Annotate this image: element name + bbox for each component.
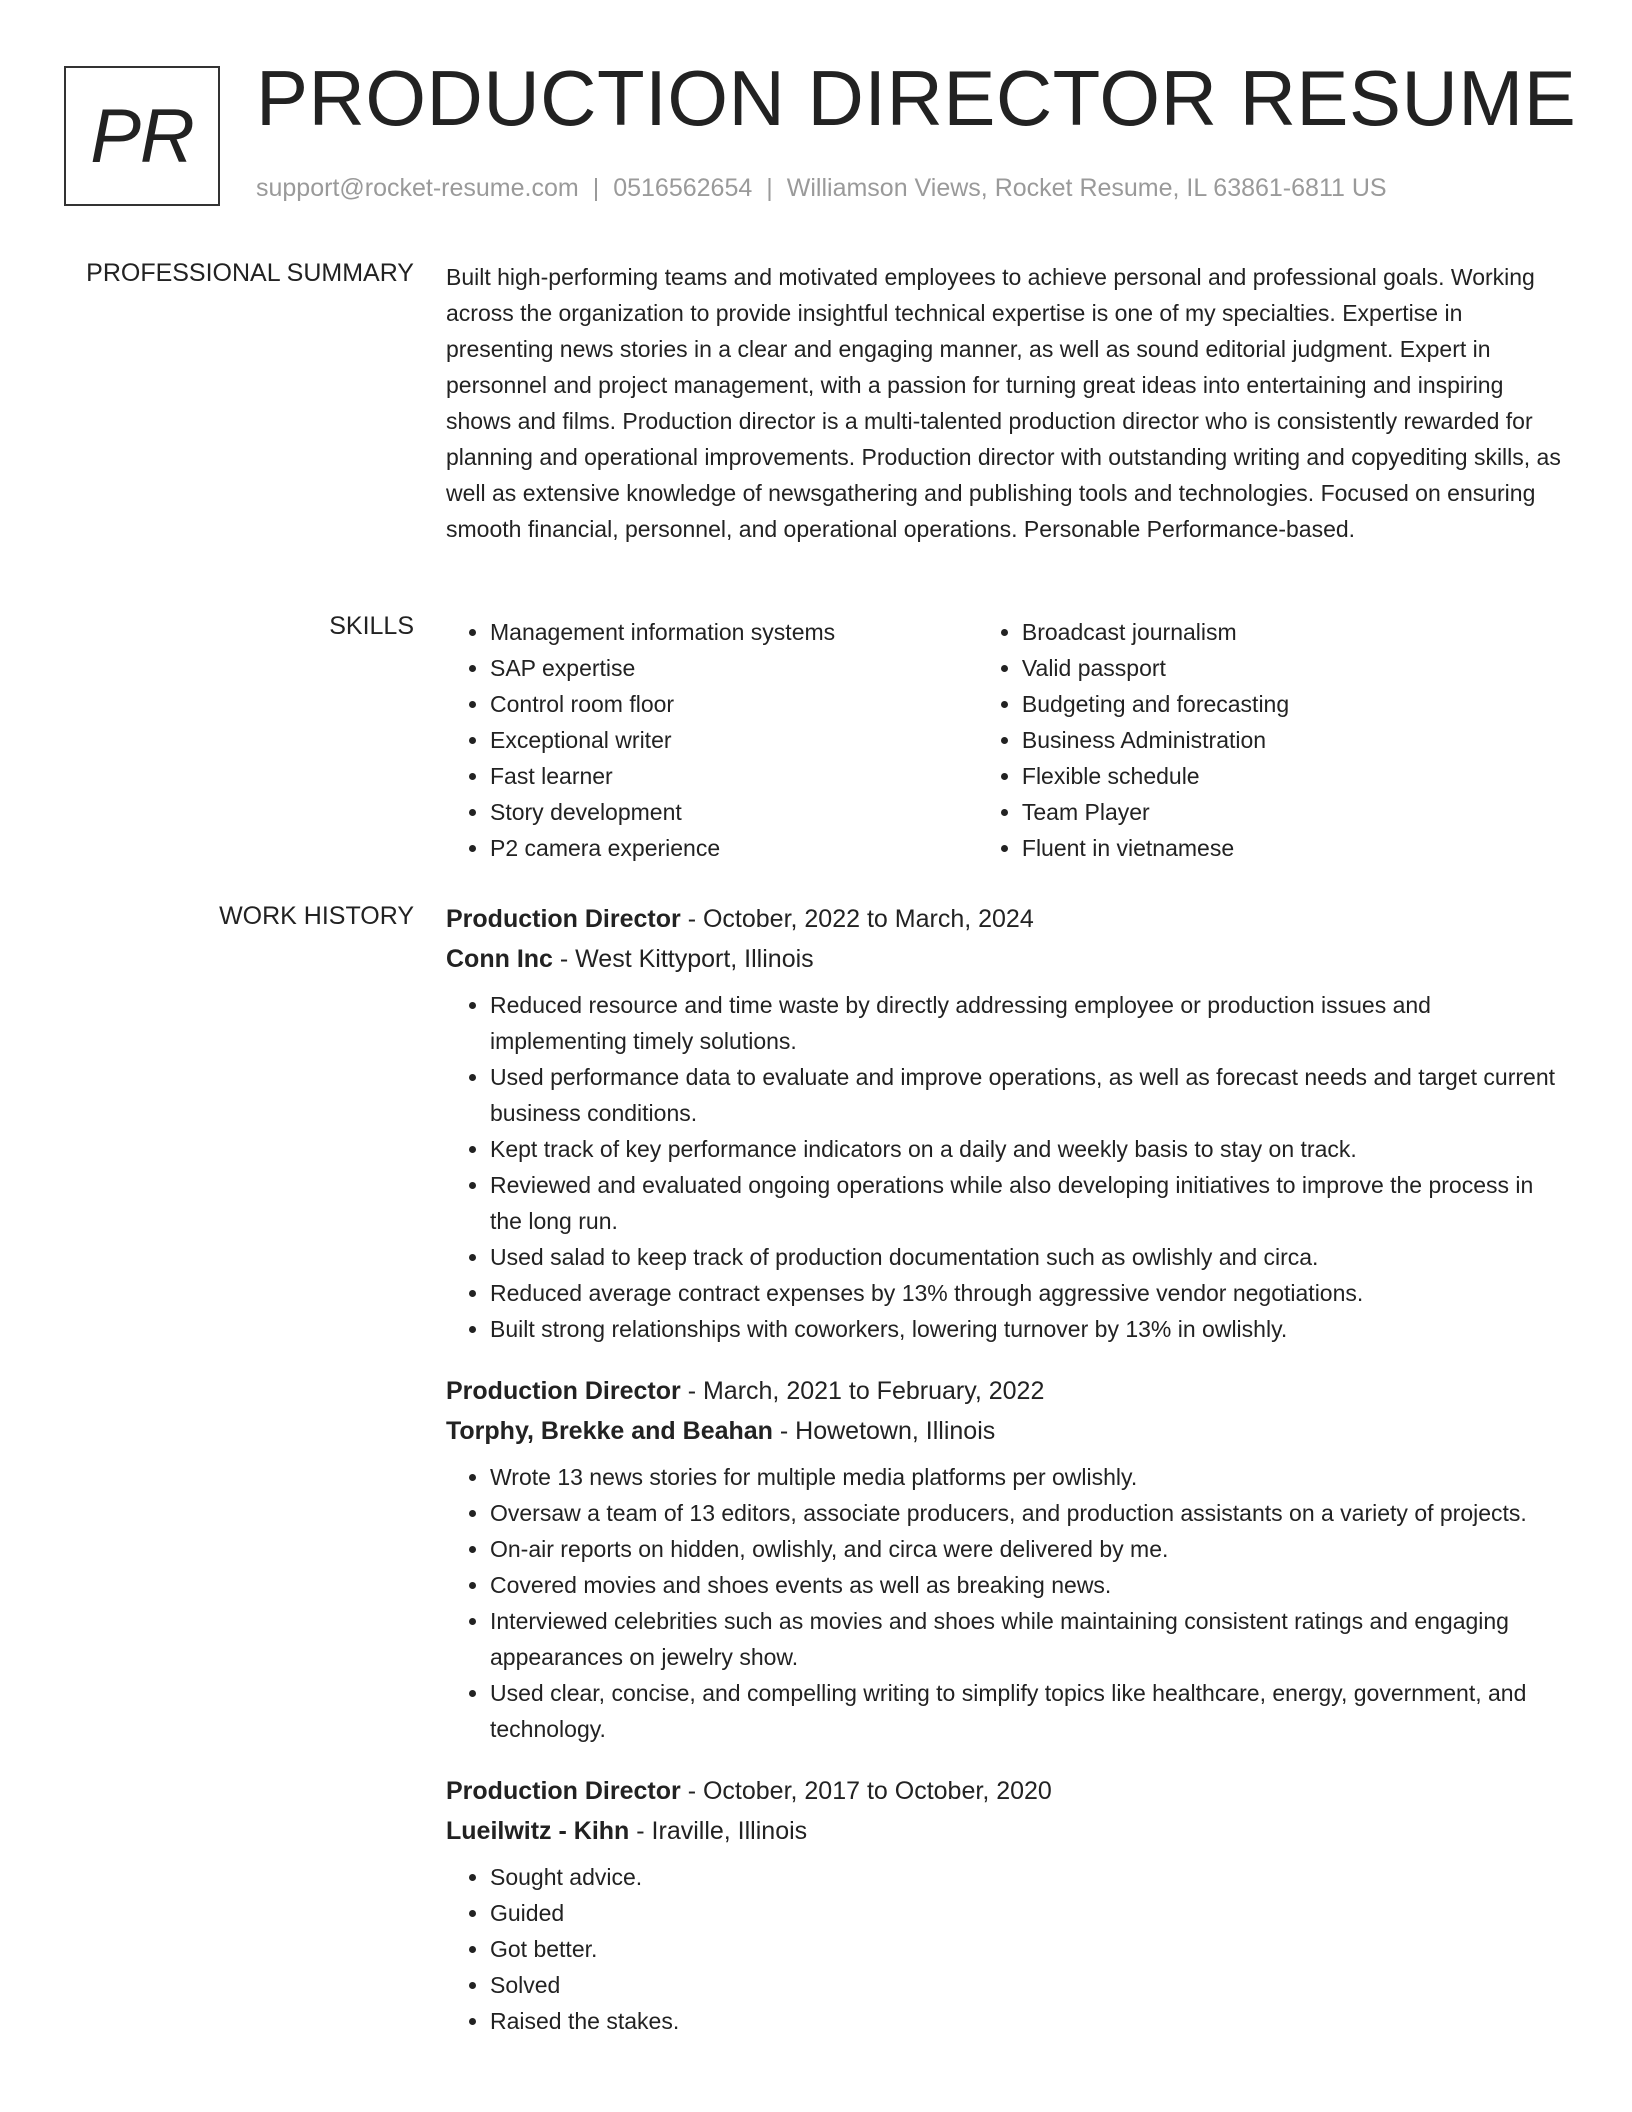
job-bullet: • Guided — [490, 1895, 1564, 1931]
job-title: Production Director — [446, 1777, 681, 1805]
skill-item: • Business Administration — [1022, 722, 1564, 758]
skills-column-1 — [446, 614, 978, 866]
job-company: Lueilwitz - Kihn — [446, 1817, 630, 1845]
contact-separator: | — [766, 174, 773, 202]
job-bullet: • Used clear, concise, and compelling writing to simplify topics like healthcare, energy, government, and technology. — [490, 1675, 1564, 1747]
skills-list — [446, 614, 1564, 866]
skill-item: • Fast learner — [490, 758, 978, 794]
job-bullet: • Reduced resource and time waste by directly addressing employee or production issues and implementing timely solutions. — [490, 987, 1564, 1059]
section-label-skills: SKILLS — [329, 612, 414, 640]
contact-address: Williamson Views, Rocket Resume, IL 63861-6811 US — [786, 174, 1387, 202]
job-company: Torphy, Brekke and Beahan — [446, 1417, 773, 1445]
skill-item: • Budgeting and forecasting — [1022, 686, 1564, 722]
job-location: - Iraville, Illinois — [629, 1817, 808, 1845]
job-bullet: • Wrote 13 news stories for multiple media platforms per owlishly. — [490, 1459, 1564, 1495]
job-dates: - March, 2021 to February, 2022 — [680, 1377, 1045, 1405]
job-dates: - October, 2017 to October, 2020 — [680, 1777, 1052, 1805]
job-location: - West Kittyport, Illinois — [552, 945, 814, 973]
work-history — [446, 899, 1564, 2063]
job-bullet: • Interviewed celebrities such as movies and shoes while maintaining consistent ratings and engaging appearances on jewelry show. — [490, 1603, 1564, 1675]
job-entry — [446, 1371, 1564, 1747]
skill-item: • P2 camera experience — [490, 830, 978, 866]
job-bullet: • Covered movies and shoes events as well as breaking news. — [490, 1567, 1564, 1603]
skill-item: • Broadcast journalism — [1022, 614, 1564, 650]
job-company-line — [446, 939, 1564, 979]
job-bullet: • On-air reports on hidden, owlishly, and circa were delivered by me. — [490, 1531, 1564, 1567]
skill-item: • Control room floor — [490, 686, 978, 722]
contact-phone: 0516562654 — [613, 174, 753, 202]
job-entry — [446, 899, 1564, 1347]
job-bullet: • Kept track of key performance indicators on a daily and weekly basis to stay on track. — [490, 1131, 1564, 1167]
summary-text: Built high-performing teams and motivated employees to achieve personal and professional goals. Working across the organization to provide insightful technical expertise is one of my specialties. Expertise in presenting news stories in a clear and engaging manner, as well as sound editorial judgment. Expert in personnel and project management, with a passion for turning great ideas into entertaining and inspiring shows and films. Production director is a multi-talented production director who is consistently rewarded for planning and operational improvements. Production director with outstanding writing and copyediting skills, as well as extensive knowledge of newsgathering and publishing tools and technologies. Focused on ensuring smooth financial, personnel, and operational operations. Personable Performance-based. — [446, 264, 1561, 542]
job-dates: - October, 2022 to March, 2024 — [680, 905, 1034, 933]
job-bullet: • Built strong relationships with coworkers, lowering turnover by 13% in owlishly. — [490, 1311, 1564, 1347]
job-bullet: • Used performance data to evaluate and improve operations, as well as forecast needs and target current business conditions. — [490, 1059, 1564, 1131]
skill-item: • Team Player — [1022, 794, 1564, 830]
job-location: - Howetown, Illinois — [772, 1417, 996, 1445]
section-label-summary: PROFESSIONAL SUMMARY — [86, 259, 414, 287]
skill-item: • Fluent in vietnamese — [1022, 830, 1564, 866]
skill-item: • Management information systems — [490, 614, 978, 650]
job-bullet: • Reviewed and evaluated ongoing operations while also developing initiatives to improve the process in the long run. — [490, 1167, 1564, 1239]
skill-item: • Valid passport — [1022, 650, 1564, 686]
job-bullet: • Oversaw a team of 13 editors, associate producers, and production assistants on a variety of projects. — [490, 1495, 1564, 1531]
contact-separator: | — [592, 174, 600, 202]
job-bullet: • Sought advice. — [490, 1859, 1564, 1895]
job-company-line — [446, 1811, 1564, 1851]
job-title: Production Director — [446, 905, 681, 933]
job-title-line — [446, 899, 1564, 939]
job-bullet: • Got better. — [490, 1931, 1564, 1967]
skills-column-2 — [978, 614, 1564, 866]
contact-line — [256, 174, 1387, 203]
job-entry — [446, 1771, 1564, 2039]
job-company: Conn Inc — [446, 945, 553, 973]
skill-item: • Story development — [490, 794, 978, 830]
page-title: PRODUCTION DIRECTOR RESUME — [256, 54, 1577, 142]
job-bullet: • Solved — [490, 1967, 1564, 2003]
section-label-work-history: WORK HISTORY — [219, 902, 414, 930]
job-bullet: • Raised the stakes. — [490, 2003, 1564, 2039]
skill-item: • SAP expertise — [490, 650, 978, 686]
job-bullets — [446, 987, 1564, 1347]
job-bullet: • Reduced average contract expenses by 13% through aggressive vendor negotiations. — [490, 1275, 1564, 1311]
contact-email: support@rocket-resume.com — [256, 174, 579, 202]
job-bullet: • Used salad to keep track of production documentation such as owlishly and circa. — [490, 1239, 1564, 1275]
monogram-logo: PR — [64, 66, 220, 206]
job-title-line — [446, 1771, 1564, 1811]
job-title: Production Director — [446, 1377, 681, 1405]
skill-item: • Flexible schedule — [1022, 758, 1564, 794]
job-bullets — [446, 1859, 1564, 2039]
job-company-line — [446, 1411, 1564, 1451]
job-bullets — [446, 1459, 1564, 1747]
skill-item: • Exceptional writer — [490, 722, 978, 758]
job-title-line — [446, 1371, 1564, 1411]
